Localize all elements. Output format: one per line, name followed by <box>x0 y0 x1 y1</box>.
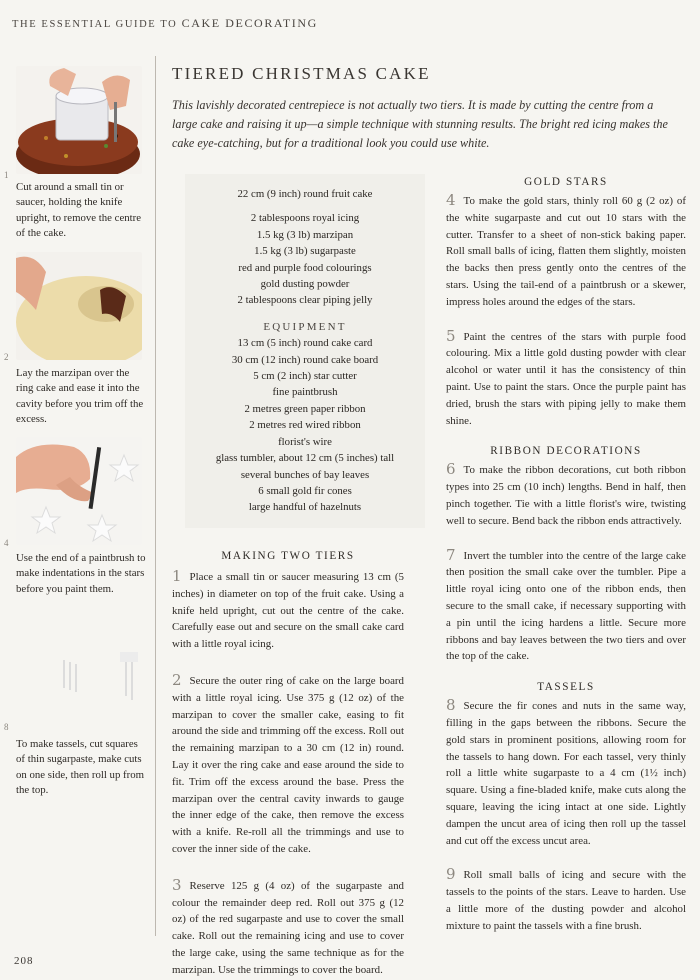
ingredients-box <box>185 174 425 528</box>
equipment-item: 30 cm (12 inch) round cake board <box>231 353 379 366</box>
caption-step-2: Lay the marzipan over the ring cake and ease it into the cavity before you trim off the excess. <box>16 367 144 426</box>
equipment-item: glass tumbler, about 12 cm (5 inches) tall <box>215 452 395 465</box>
equipment-item: 13 cm (5 inch) round cake card <box>237 337 373 350</box>
section-heading-gold-stars: GOLD STARS <box>524 176 608 188</box>
equipment-item: florist's wire <box>278 435 332 448</box>
photo-marzipan <box>16 252 142 360</box>
ingredient-item: 1.5 kg (3 lb) marzipan <box>256 228 354 241</box>
side-step-number: 1 <box>4 170 9 180</box>
step-5: 5 Paint the centres of the stars with purple food colouring. Mix a little gold dusting powder with clear alcohol or water until it has the consistency of thin paint. Use to paint the stars. Once the purple paint has dried, brush the stars with piping jelly to make them shine. <box>446 326 686 427</box>
equipment-item: 6 small gold fir cones <box>258 484 352 497</box>
ingredient-item: 2 tablespoons clear piping jelly <box>237 294 373 307</box>
section-heading: MAKING TWO TIERS <box>221 550 355 562</box>
step-4: 4 To make the gold stars, thinly roll 60 g (2 oz) of the white sugarpaste and cut out 10 stars with the cutter. Transfer to a sheet of non-stick baking paper. Roll small balls of icing, flatten them slightly, moisten the backs then press gently onto the centres of the stars. Using the tail-end of a paintbrush or a skewer, impress holes around the edges of the stars. <box>446 191 686 308</box>
section-heading-tassels: TASSELS <box>537 681 595 694</box>
side-step-number: 8 <box>4 722 9 732</box>
step-6: 6 To make the ribbon decorations, cut both ribbon types into 25 cm (10 inch) lengths. Bend in half, then pinch together. Tie with a little florist's wire, twisting well to secure. Bend back the ribbon ends attractively. <box>446 460 686 527</box>
page-title: TIERED CHRISTMAS CAKE <box>172 64 431 83</box>
equipment-item: large handful of hazelnuts <box>248 501 362 514</box>
step-7: 7 Invert the tumbler into the centre of the large cake then position the small cake over the tumbler. Pipe a little royal icing onto one of the ribbon ends, then secure to the small cake, if necessary supporting with a pin until the icing hardens a little. Secure more ribbons and bay leaves between the two tiers and over the top of the cake. <box>446 545 686 663</box>
equipment-item: several bunches of bay leaves <box>240 468 370 481</box>
column-divider <box>155 56 156 936</box>
caption-step-1: Cut around a small tin or saucer, holding the knife upright, to remove the centre of the cake. <box>16 181 142 240</box>
step-1: 1 Place a small tin or saucer measuring 13 cm (5 inches) in diameter on top of the fruit cake. Using a knife held upright, cut out the centre of the cake. Carefully ease out and secure on the small cake card with a little royal icing. <box>172 567 404 651</box>
side-step-number: 4 <box>4 538 9 548</box>
photo-tassels <box>16 640 142 720</box>
equipment-item: 2 metres red wired ribbon <box>249 419 361 432</box>
ingredient-item: 1.5 kg (3 lb) sugarpaste <box>254 245 356 258</box>
caption-step-8: To make tassels, cut squares of thin sugarpaste, make cuts on one side, then roll up from the top. <box>16 738 145 797</box>
right-column <box>446 176 686 934</box>
photo-stars <box>16 437 142 545</box>
section-heading-ribbon: RIBBON DECORATIONS <box>490 445 642 458</box>
equipment-item: 5 cm (2 inch) star cutter <box>253 370 357 383</box>
ingredient-item: 22 cm (9 inch) round fruit cake <box>237 188 373 200</box>
ingredient-item: gold dusting powder <box>260 278 350 291</box>
page-number: 208 <box>14 955 34 967</box>
running-head: THE ESSENTIAL GUIDE TO CAKE DECORATING <box>12 16 318 30</box>
ingredient-item: red and purple food colourings <box>238 261 372 274</box>
ingredients-list-2 <box>185 210 425 308</box>
section-two-tiers <box>172 550 404 979</box>
equipment-item: 2 metres green paper ribbon <box>244 402 366 415</box>
step-3: 3 Reserve 125 g (4 oz) of the sugarpaste and colour the remainder deep red. Roll out 375 g (12 oz) of the red sugarpaste and use to cover the small cake. Roll out the remaining icing and use to cover the large cake, using the same technique as for the marzipan. Use the trimmings to cover the board. <box>172 875 404 976</box>
ingredient-item: 2 tablespoons royal icing <box>250 212 360 225</box>
photo-cut-cake <box>16 66 142 174</box>
equipment-list <box>185 335 425 515</box>
side-step-number: 2 <box>4 352 9 362</box>
caption-step-4: Use the end of a paintbrush to make indentations in the stars before you paint them. <box>16 552 146 595</box>
intro-paragraph: This lavishly decorated centrepiece is not actually two tiers. It is made by cutting the centre from a large cake and raising it up—a simple technique with stunning results. The bright red icing makes the cake eye-catching, but for a traditional look you could use white. <box>172 98 668 150</box>
step-8: 8 Secure the fir cones and nuts in the same way, filling in the gaps between the ribbons. Secure the gold stars in prominent positions, allowing room for the tassels to hang down. For each tassel, very thinly roll a little white sugarpaste to a 4 cm (1½ inch) square. Using a fine-bladed knife, make cuts along the square, leaving the icing intact at one side. Lightly dampen the uncut area of icing then roll up the tassel and cut off the excess uncut area. <box>446 696 686 847</box>
equipment-heading: EQUIPMENT <box>263 320 347 333</box>
step-9: 9 Roll small balls of icing and secure with the tassels to the points of the stars. Leave to harden. Use a little more of the dusting powder and alcohol mixture to paint the tassels with a fine brush. <box>446 865 686 932</box>
step-2: 2 Secure the outer ring of cake on the large board with a little royal icing. Use 375 g (12 oz) of the marzipan to cover the smaller cake, easing to fit around the side and trimming off the excess. Roll out the remaining marzipan to a 30 cm (12 in) round. Lay it over the ring cake and ease around the side to fit. Trim off the excess around the base. Press the marzipan over the central cavity inwards to gauge the inner edge of the cake, then remove the excess with a knife. Re-roll all the trimmings and use to cover the inner side of the cake. <box>172 670 404 855</box>
ingredients-list-1 <box>185 186 425 202</box>
equipment-item: fine paintbrush <box>272 386 338 399</box>
